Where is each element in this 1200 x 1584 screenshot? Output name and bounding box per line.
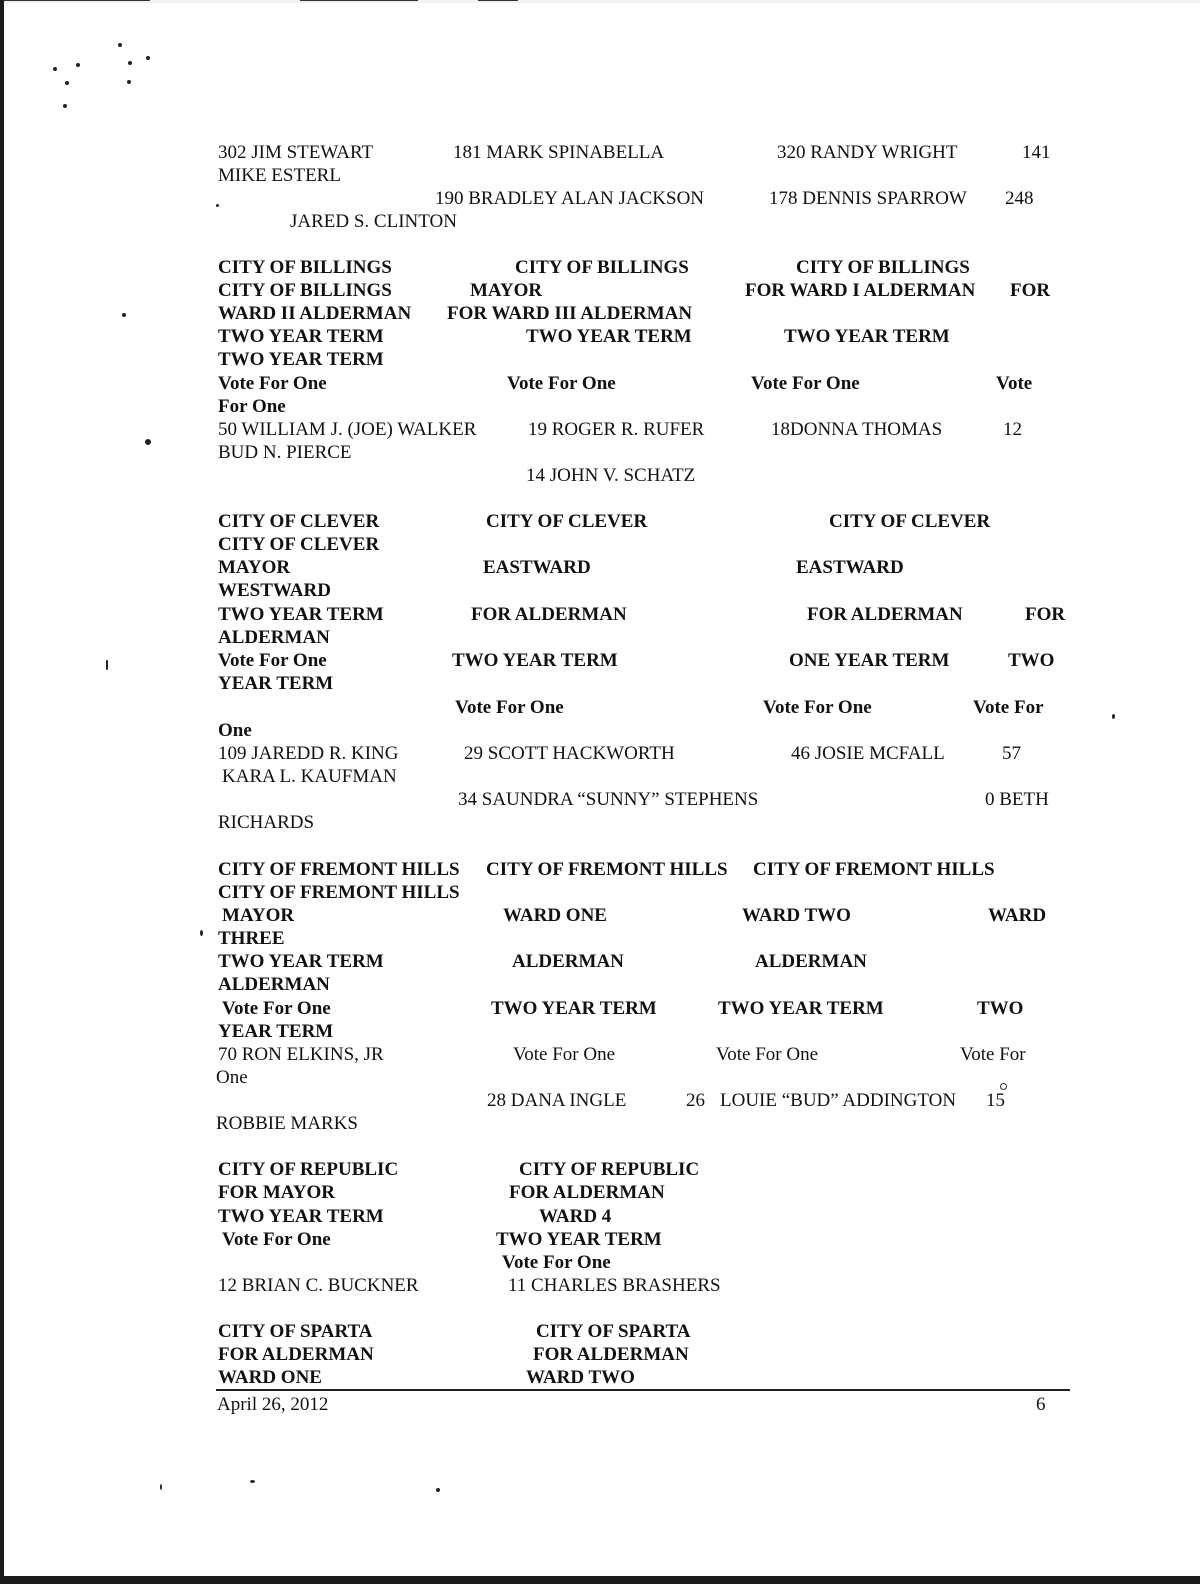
term-heading: TWO: [977, 998, 1024, 1019]
office-heading: ALDERMAN: [512, 951, 624, 972]
office-heading: WARD TWO: [526, 1367, 635, 1388]
candidate-line: KARA L. KAUFMAN: [222, 766, 397, 787]
scan-speck: [200, 930, 203, 936]
office-heading: WARD TWO: [742, 905, 851, 926]
vote-instruction: Vote For One: [763, 697, 872, 718]
scan-mark: [478, 0, 518, 1]
office-heading: FOR WARD I ALDERMAN: [745, 280, 976, 301]
office-heading: EASTWARD: [796, 557, 904, 578]
candidate-line: 109 JAREDD R. KING: [218, 743, 399, 764]
section-heading: CITY OF BILLINGS: [218, 280, 392, 301]
office-heading: WARD ONE: [218, 1367, 322, 1388]
office-heading: FOR: [1010, 280, 1051, 301]
term-heading: TWO YEAR TERM: [718, 998, 884, 1019]
term-heading: TWO: [1008, 650, 1055, 671]
scan-speck: [160, 1484, 162, 1490]
scan-speck: [53, 67, 57, 71]
section-heading: CITY OF FREMONT HILLS: [218, 859, 460, 880]
vote-instruction: Vote For One: [222, 1229, 331, 1250]
office-heading: FOR ALDERMAN: [807, 604, 963, 625]
vote-instruction: Vote For One: [513, 1044, 616, 1065]
office-heading: WARD ONE: [503, 905, 607, 926]
office-heading: MAYOR: [218, 557, 291, 578]
candidate-line: 178 DENNIS SPARROW: [769, 188, 967, 209]
section-heading: CITY OF CLEVER: [218, 534, 380, 555]
section-heading: CITY OF BILLINGS: [218, 257, 392, 278]
vote-instruction: Vote For One: [455, 697, 564, 718]
candidate-line: 181 MARK SPINABELLA: [453, 142, 665, 163]
office-heading: FOR ALDERMAN: [509, 1182, 665, 1203]
vote-instruction: Vote For One: [751, 373, 860, 394]
office-heading: ALDERMAN: [218, 974, 330, 995]
vote-count: 57: [1002, 743, 1021, 764]
office-heading: ALDERMAN: [755, 951, 867, 972]
office-heading: FOR ALDERMAN: [471, 604, 627, 625]
vote-instruction: For One: [218, 396, 286, 417]
scan-speck: [216, 204, 219, 207]
section-heading: CITY OF FREMONT HILLS: [218, 882, 460, 903]
office-heading: WARD II ALDERMAN: [218, 303, 412, 324]
term-heading: TWO YEAR TERM: [526, 326, 692, 347]
scan-mark: [4, 0, 150, 1]
vote-instruction: Vote For One: [218, 373, 327, 394]
office-heading: WESTWARD: [218, 580, 331, 601]
office-heading: MAYOR: [222, 905, 295, 926]
vote-count: 141: [1022, 142, 1051, 163]
scan-border-left: [0, 0, 4, 1584]
candidate-line: 11 CHARLES BRASHERS: [508, 1275, 721, 1296]
section-heading: CITY OF BILLINGS: [515, 257, 689, 278]
term-heading: TWO YEAR TERM: [218, 326, 384, 347]
scan-speck: [1000, 1083, 1007, 1090]
vote-instruction: Vote For One: [222, 998, 331, 1019]
section-heading: CITY OF BILLINGS: [796, 257, 970, 278]
term-heading: TWO YEAR TERM: [218, 951, 384, 972]
scan-border-bottom: [0, 1576, 1200, 1584]
scan-speck: [122, 313, 126, 317]
candidate-line: 320 RANDY WRIGHT: [777, 142, 958, 163]
scan-speck: [1112, 714, 1115, 719]
candidate-line: MIKE ESTERL: [218, 165, 341, 186]
vote-instruction: Vote For One: [218, 650, 327, 671]
term-heading: ONE YEAR TERM: [789, 650, 950, 671]
vote-count: 15: [986, 1090, 1005, 1111]
term-heading: TWO YEAR TERM: [491, 998, 657, 1019]
section-heading: CITY OF FREMONT HILLS: [753, 859, 995, 880]
term-heading: YEAR TERM: [218, 673, 334, 694]
candidate-line: 28 DANA INGLE: [487, 1090, 627, 1111]
vote-instruction: Vote For One: [507, 373, 616, 394]
section-heading: CITY OF FREMONT HILLS: [486, 859, 728, 880]
term-heading: TWO YEAR TERM: [218, 1206, 384, 1227]
candidate-line: 12 BRIAN C. BUCKNER: [218, 1275, 419, 1296]
term-heading: TWO YEAR TERM: [496, 1229, 662, 1250]
scan-speck: [436, 1488, 440, 1492]
candidate-line: 190 BRADLEY ALAN JACKSON: [435, 188, 705, 209]
vote-instruction: Vote For One: [716, 1044, 819, 1065]
candidate-line: ROBBIE MARKS: [216, 1113, 358, 1134]
office-heading: THREE: [218, 928, 285, 949]
term-heading: TWO YEAR TERM: [452, 650, 618, 671]
section-heading: CITY OF CLEVER: [486, 511, 648, 532]
office-heading: FOR WARD III ALDERMAN: [447, 303, 693, 324]
vote-instruction: One: [216, 1067, 248, 1088]
candidate-line: 50 WILLIAM J. (JOE) WALKER: [218, 419, 477, 440]
candidate-line: 18DONNA THOMAS: [771, 419, 943, 440]
section-heading: CITY OF SPARTA: [218, 1321, 373, 1342]
scan-speck: [145, 439, 151, 445]
scan-speck: [65, 81, 69, 85]
vote-instruction: Vote For: [973, 697, 1044, 718]
candidate-line: JARED S. CLINTON: [290, 211, 457, 232]
scan-speck: [76, 63, 80, 67]
term-heading: TWO YEAR TERM: [784, 326, 950, 347]
candidate-line: LOUIE “BUD” ADDINGTON: [720, 1090, 957, 1111]
vote-instruction: Vote For: [960, 1044, 1026, 1065]
office-heading: WARD: [988, 905, 1047, 926]
candidate-line: 14 JOHN V. SCHATZ: [526, 465, 696, 486]
office-heading: FOR: [1025, 604, 1066, 625]
scan-mark: [300, 0, 418, 1]
scan-speck: [118, 43, 122, 47]
candidate-line: 19 ROGER R. RUFER: [528, 419, 705, 440]
scan-speck: [63, 104, 67, 108]
scan-speck: [106, 660, 108, 670]
term-heading: TWO YEAR TERM: [218, 604, 384, 625]
candidate-line: 0 BETH: [985, 789, 1049, 810]
section-heading: CITY OF CLEVER: [218, 511, 380, 532]
office-heading: EASTWARD: [483, 557, 591, 578]
footer-date: April 26, 2012: [217, 1394, 329, 1415]
office-heading: FOR ALDERMAN: [533, 1344, 689, 1365]
candidate-line: 46 JOSIE MCFALL: [791, 743, 945, 764]
scan-speck: [250, 1480, 255, 1483]
vote-instruction: Vote For One: [502, 1252, 611, 1273]
section-heading: CITY OF CLEVER: [829, 511, 991, 532]
scan-speck: [128, 61, 132, 65]
scan-speck: [127, 80, 131, 84]
office-heading: ALDERMAN: [218, 627, 330, 648]
term-heading: TWO YEAR TERM: [218, 349, 384, 370]
candidate-line: RICHARDS: [218, 812, 315, 833]
scan-speck: [146, 56, 150, 60]
term-heading: YEAR TERM: [218, 1021, 334, 1042]
candidate-line: 34 SAUNDRA “SUNNY” STEPHENS: [458, 789, 759, 810]
candidate-line: 302 JIM STEWART: [218, 142, 374, 163]
footer-rule: [216, 1389, 1070, 1391]
vote-count: 12: [1003, 419, 1022, 440]
candidate-line: BUD N. PIERCE: [218, 442, 352, 463]
candidate-line: 29 SCOTT HACKWORTH: [464, 743, 675, 764]
vote-count: 248: [1005, 188, 1034, 209]
scan-border-top: [0, 0, 1200, 3]
vote-instruction: Vote: [996, 373, 1033, 394]
section-heading: CITY OF SPARTA: [536, 1321, 691, 1342]
office-heading: FOR ALDERMAN: [218, 1344, 374, 1365]
section-heading: CITY OF REPUBLIC: [519, 1159, 700, 1180]
office-heading: FOR MAYOR: [218, 1182, 335, 1203]
page-number: 6: [1036, 1394, 1046, 1415]
office-heading: WARD 4: [539, 1206, 612, 1227]
vote-count: 26: [686, 1090, 705, 1111]
section-heading: CITY OF REPUBLIC: [218, 1159, 399, 1180]
candidate-line: 70 RON ELKINS, JR: [218, 1044, 384, 1065]
vote-instruction: One: [218, 720, 252, 741]
office-heading: MAYOR: [470, 280, 543, 301]
